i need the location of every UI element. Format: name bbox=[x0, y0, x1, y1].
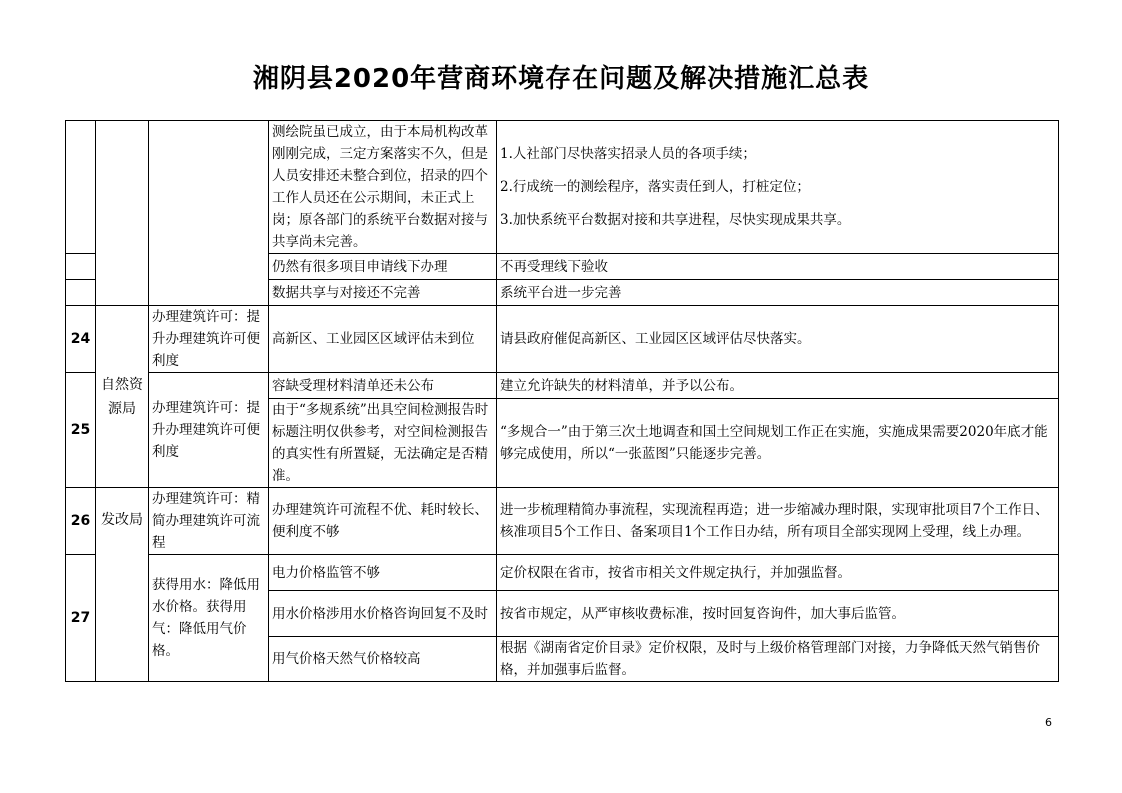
number-cell bbox=[66, 254, 96, 280]
number-cell bbox=[66, 121, 96, 254]
problem-cell: 测绘院虽已成立，由于本局机构改革刚刚完成，三定方案落实不久，但是人员安排还未整合到位，招录的四个工作人员还在公示期间，未正式上岗；原各部门的系统平台数据对接与共享尚未完善。 bbox=[269, 121, 497, 254]
table-row bbox=[66, 373, 1059, 399]
measure-cell: 进一步梳理精简办事流程，实现流程再造；进一步缩减办理时限，实现审批项目7个工作日、核准项目5个工作日、备案项目1个工作日办结，所有项目全部实现网上受理，线上办理。 bbox=[497, 488, 1059, 555]
measure-cell: 请县政府催促高新区、工业园区区域评估尽快落实。 bbox=[497, 306, 1059, 373]
dept-cell: 自然资源局 bbox=[96, 306, 149, 488]
measure-cell: 建立允许缺失的材料清单，并予以公布。 bbox=[497, 373, 1059, 399]
number-cell bbox=[66, 280, 96, 306]
table-row bbox=[66, 555, 1059, 591]
item-cell: 办理建筑许可：提升办理建筑许可便利度 bbox=[149, 373, 269, 488]
problem-cell: 由于“多规系统”出具空间检测报告时标题注明仅供参考，对空间检测报告的真实性有所置疑，无法确定是否精准。 bbox=[269, 399, 497, 488]
measure-cell bbox=[497, 121, 1059, 254]
row-number: 24 bbox=[66, 306, 96, 373]
item-cell: 办理建筑许可：提升办理建筑许可便利度 bbox=[149, 306, 269, 373]
problem-cell: 电力价格监管不够 bbox=[269, 555, 497, 591]
problem-cell: 高新区、工业园区区域评估未到位 bbox=[269, 306, 497, 373]
table-row bbox=[66, 488, 1059, 555]
table-row bbox=[66, 121, 1059, 254]
measure-cell: 定价权限在省市，按省市相关文件规定执行，并加强监督。 bbox=[497, 555, 1059, 591]
item-cell: 获得用水：降低用水价格。获得用气：降低用气价格。 bbox=[149, 555, 269, 682]
measure-cell: 系统平台进一步完善 bbox=[497, 280, 1059, 306]
problem-cell: 用水价格涉用水价格咨询回复不及时 bbox=[269, 591, 497, 637]
measure-cell: “多规合一”由于第三次土地调查和国土空间规划工作正在实施，实施成果需要2020年底才能够完成使用，所以“一张蓝图”只能逐步完善。 bbox=[497, 399, 1059, 488]
item-cell bbox=[149, 121, 269, 306]
problem-cell: 办理建筑许可流程不优、耗时较长、便利度不够 bbox=[269, 488, 497, 555]
dept-cell bbox=[96, 121, 149, 306]
item-cell: 办理建筑许可：精简办理建筑许可流程 bbox=[149, 488, 269, 555]
issues-table bbox=[65, 120, 1059, 682]
problem-cell: 用气价格天然气价格较高 bbox=[269, 637, 497, 682]
problem-cell: 数据共享与对接还不完善 bbox=[269, 280, 497, 306]
problem-cell: 容缺受理材料清单还未公布 bbox=[269, 373, 497, 399]
measure-cell: 按省市规定，从严审核收费标准，按时回复咨询件，加大事后监管。 bbox=[497, 591, 1059, 637]
page-title: 湘阴县2020年营商环境存在问题及解决措施汇总表 bbox=[252, 64, 870, 94]
dept-cell: 发改局 bbox=[96, 488, 149, 682]
measure-line: 1.人社部门尽快落实招录人员的各项手续； bbox=[500, 146, 756, 162]
row-number: 25 bbox=[66, 373, 96, 488]
measure-line: 2.行成统一的测绘程序，落实责任到人，打桩定位； bbox=[500, 179, 810, 195]
row-number: 26 bbox=[66, 488, 96, 555]
measure-line: 3.加快系统平台数据对接和共享进程，尽快实现成果共享。 bbox=[500, 212, 851, 228]
measure-cell: 根据《湖南省定价目录》定价权限，及时与上级价格管理部门对接，力争降低天然气销售价格，并加强事后监督。 bbox=[497, 637, 1059, 682]
page-number: 6 bbox=[1045, 716, 1052, 729]
table-row bbox=[66, 306, 1059, 373]
problem-cell: 仍然有很多项目申请线下办理 bbox=[269, 254, 497, 280]
measure-cell: 不再受理线下验收 bbox=[497, 254, 1059, 280]
row-number: 27 bbox=[66, 555, 96, 682]
